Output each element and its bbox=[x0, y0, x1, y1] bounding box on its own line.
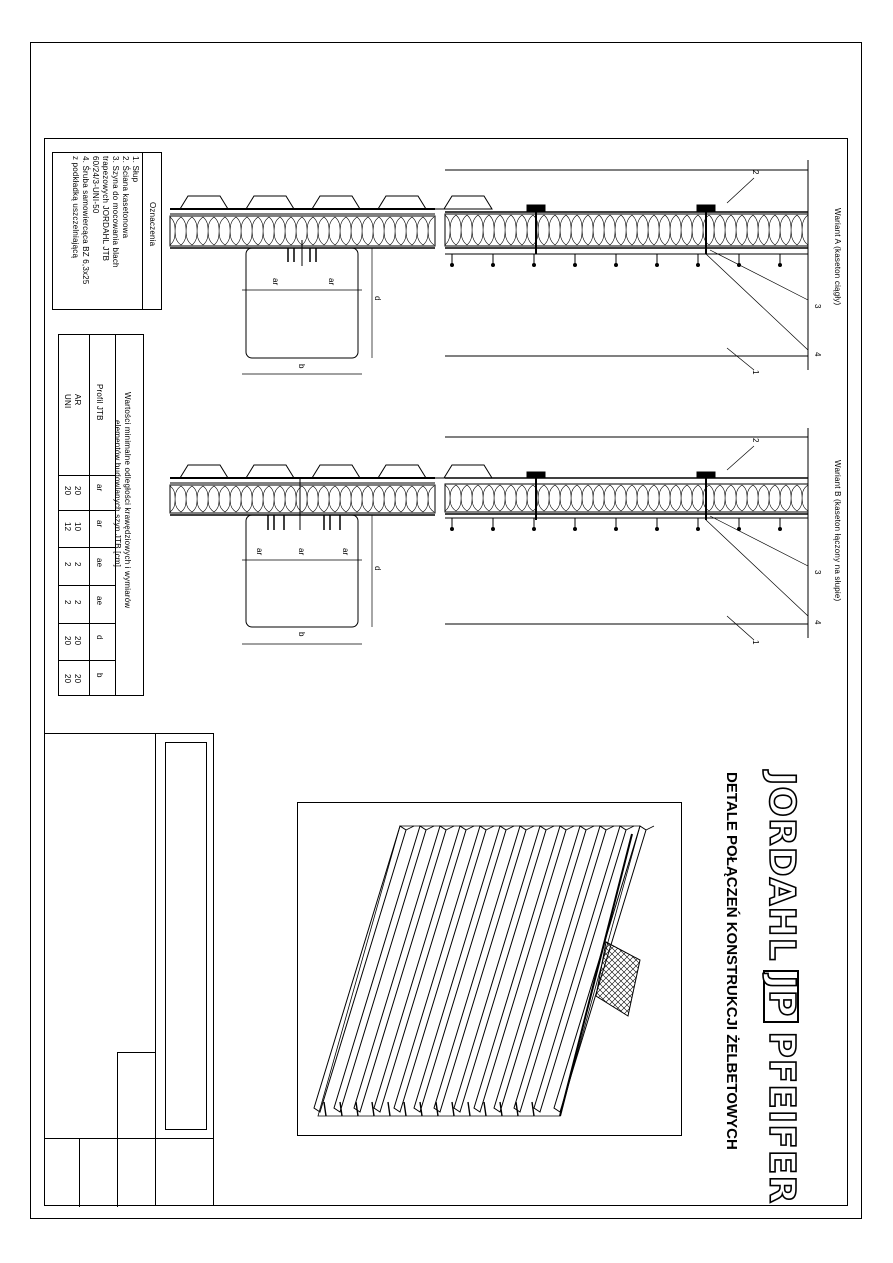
variant-b-dim-d: d bbox=[373, 566, 382, 571]
variant-a-leader-1 bbox=[727, 348, 754, 370]
variant-b-dim-ar-2: ar bbox=[297, 548, 306, 556]
table-row-header: Profil JTB bbox=[95, 384, 104, 421]
table-cell-6-1: 20 bbox=[73, 674, 82, 684]
table-title-line2: elementów budowlanych szyn JTB [cm] bbox=[113, 420, 122, 568]
variant-a-screw-head bbox=[656, 264, 659, 267]
isometric-panel-illustration bbox=[297, 802, 682, 1136]
variant-a-screw-head bbox=[574, 264, 577, 267]
variant-a-fixing-plate-0 bbox=[527, 205, 545, 211]
brand-logo-mark: JP bbox=[764, 970, 800, 1024]
variant-a-screw-head bbox=[779, 264, 782, 267]
table-col-head-1: ar bbox=[95, 484, 104, 492]
variant-b-leader-1 bbox=[727, 616, 754, 640]
variant-a-callout-1: 1 bbox=[751, 370, 760, 375]
variant-b-leader-2 bbox=[727, 446, 754, 470]
variant-b-dim-b: b bbox=[297, 632, 306, 637]
variant-b-screw-head bbox=[779, 528, 782, 531]
legend-item-4: trapezowych JORDAHL JTB bbox=[101, 156, 110, 262]
variant-a-callout-2: 2 bbox=[751, 170, 760, 175]
variant-a-fixing-plate-1 bbox=[697, 205, 715, 211]
legend-item-1: 1. Słup bbox=[131, 156, 140, 183]
variant-a-callout-4: 4 bbox=[813, 352, 822, 357]
table-row-uni: UNI bbox=[63, 394, 72, 409]
legend-title: Oznaczenia bbox=[148, 202, 157, 247]
table-cell-3-2: 2 bbox=[63, 562, 72, 567]
variant-a-side-insulation-wool bbox=[445, 215, 808, 245]
variant-a-screw-head bbox=[533, 264, 536, 267]
variant-a-dim-d: d bbox=[373, 296, 382, 301]
table-cell-4-1: 2 bbox=[73, 600, 82, 605]
table-cell-3-1: 2 bbox=[73, 562, 82, 567]
table-cell-6-2: 20 bbox=[63, 674, 72, 684]
variant-b-callout-3: 3 bbox=[813, 570, 822, 575]
table-cell-2-1: 10 bbox=[73, 522, 82, 532]
variant-a-screw-head bbox=[451, 264, 454, 267]
variant-b-screw-head bbox=[492, 528, 495, 531]
variant-b-dim-ar-3: ar bbox=[341, 548, 350, 556]
variant-b-screw-head bbox=[533, 528, 536, 531]
table-cell-5-2: 20 bbox=[63, 636, 72, 646]
variant-a-dim-ar-1: ar bbox=[271, 278, 280, 286]
table-col-head-3: ae bbox=[95, 558, 104, 568]
table-col-head-5: d bbox=[95, 635, 104, 640]
legend-item-6: 4. Śruba samowiercąca BZ 6,3x25 bbox=[81, 156, 90, 285]
variant-b-dim-ar-1: ar bbox=[255, 548, 264, 556]
variant-a-callout-3: 3 bbox=[813, 304, 822, 309]
table-col-head-4: ae bbox=[95, 596, 104, 606]
variant-b-leader-4 bbox=[706, 520, 808, 616]
variant-a-dim-b: b bbox=[297, 364, 306, 369]
table-title-line1: Wartości minimalne odległości krawędziowych i wymiarów bbox=[123, 392, 132, 609]
variant-a-screw-head bbox=[615, 264, 618, 267]
variant-b-fixing-plate-0 bbox=[527, 472, 545, 478]
variant-b-trapezoidal-sheet bbox=[170, 465, 492, 478]
variant-b-leader-3 bbox=[710, 516, 808, 566]
variant-b-side-insulation-band bbox=[445, 484, 808, 512]
variant-b-side-insulation-wool bbox=[445, 485, 808, 511]
table-cell-2-2: 12 bbox=[63, 522, 72, 532]
brand-name-left: JORDAHL bbox=[761, 772, 802, 962]
legend-item-2: 2. Ściana kasetonowa bbox=[121, 156, 130, 239]
variant-a-dim-ar-2: ar bbox=[327, 278, 336, 286]
variant-a-title: Wariant A (kaseton ciągły) bbox=[833, 208, 842, 306]
variant-b-screw-head bbox=[656, 528, 659, 531]
variant-b-fixing-plate-1 bbox=[697, 472, 715, 478]
table-cell-1-1: 20 bbox=[73, 486, 82, 496]
variant-a-leader-3 bbox=[710, 250, 808, 300]
variant-b-title: Wariant B (kaseton łączony na słupie) bbox=[833, 460, 842, 602]
variant-b-screw-head bbox=[451, 528, 454, 531]
table-cell-1-2: 20 bbox=[63, 486, 72, 496]
table-col-head-6: b bbox=[95, 673, 104, 678]
variant-a-screw-head bbox=[697, 264, 700, 267]
table-cell-5-1: 20 bbox=[73, 636, 82, 646]
variant-a-leader-4 bbox=[706, 254, 808, 350]
variant-b-column-section bbox=[246, 515, 358, 627]
variant-b-screw-head bbox=[697, 528, 700, 531]
variant-a-trapezoidal-sheet bbox=[170, 196, 492, 209]
table-col-head-2: ar bbox=[95, 520, 104, 528]
variant-b-screw-head bbox=[615, 528, 618, 531]
variant-a-side-insulation-band bbox=[445, 214, 808, 246]
legend-item-5: 60/24/3-UNI-50 bbox=[91, 156, 100, 214]
variant-b-callout-1: 1 bbox=[751, 640, 760, 645]
variant-a-leader-2 bbox=[727, 178, 754, 203]
variant-b-callout-4: 4 bbox=[813, 620, 822, 625]
variant-b-callout-2: 2 bbox=[751, 438, 760, 443]
table-cell-4-2: 2 bbox=[63, 600, 72, 605]
brand-name-right: PFEIFER bbox=[761, 1031, 802, 1205]
legend-item-3: 3. Szyna do mocowania blach bbox=[111, 156, 120, 268]
legend-item-7: z podkładką uszczelniającą bbox=[71, 156, 80, 259]
variant-b-insulation-wool bbox=[170, 486, 434, 512]
sheet-heading: DETALE POŁĄCZEŃ KONSTRUKCJI ŻELBETOWYCH bbox=[723, 772, 740, 1150]
variant-b-screw-head bbox=[574, 528, 577, 531]
variant-a-screw-head bbox=[492, 264, 495, 267]
brand-logo bbox=[761, 772, 802, 1204]
table-row-ar: AR bbox=[73, 394, 82, 406]
